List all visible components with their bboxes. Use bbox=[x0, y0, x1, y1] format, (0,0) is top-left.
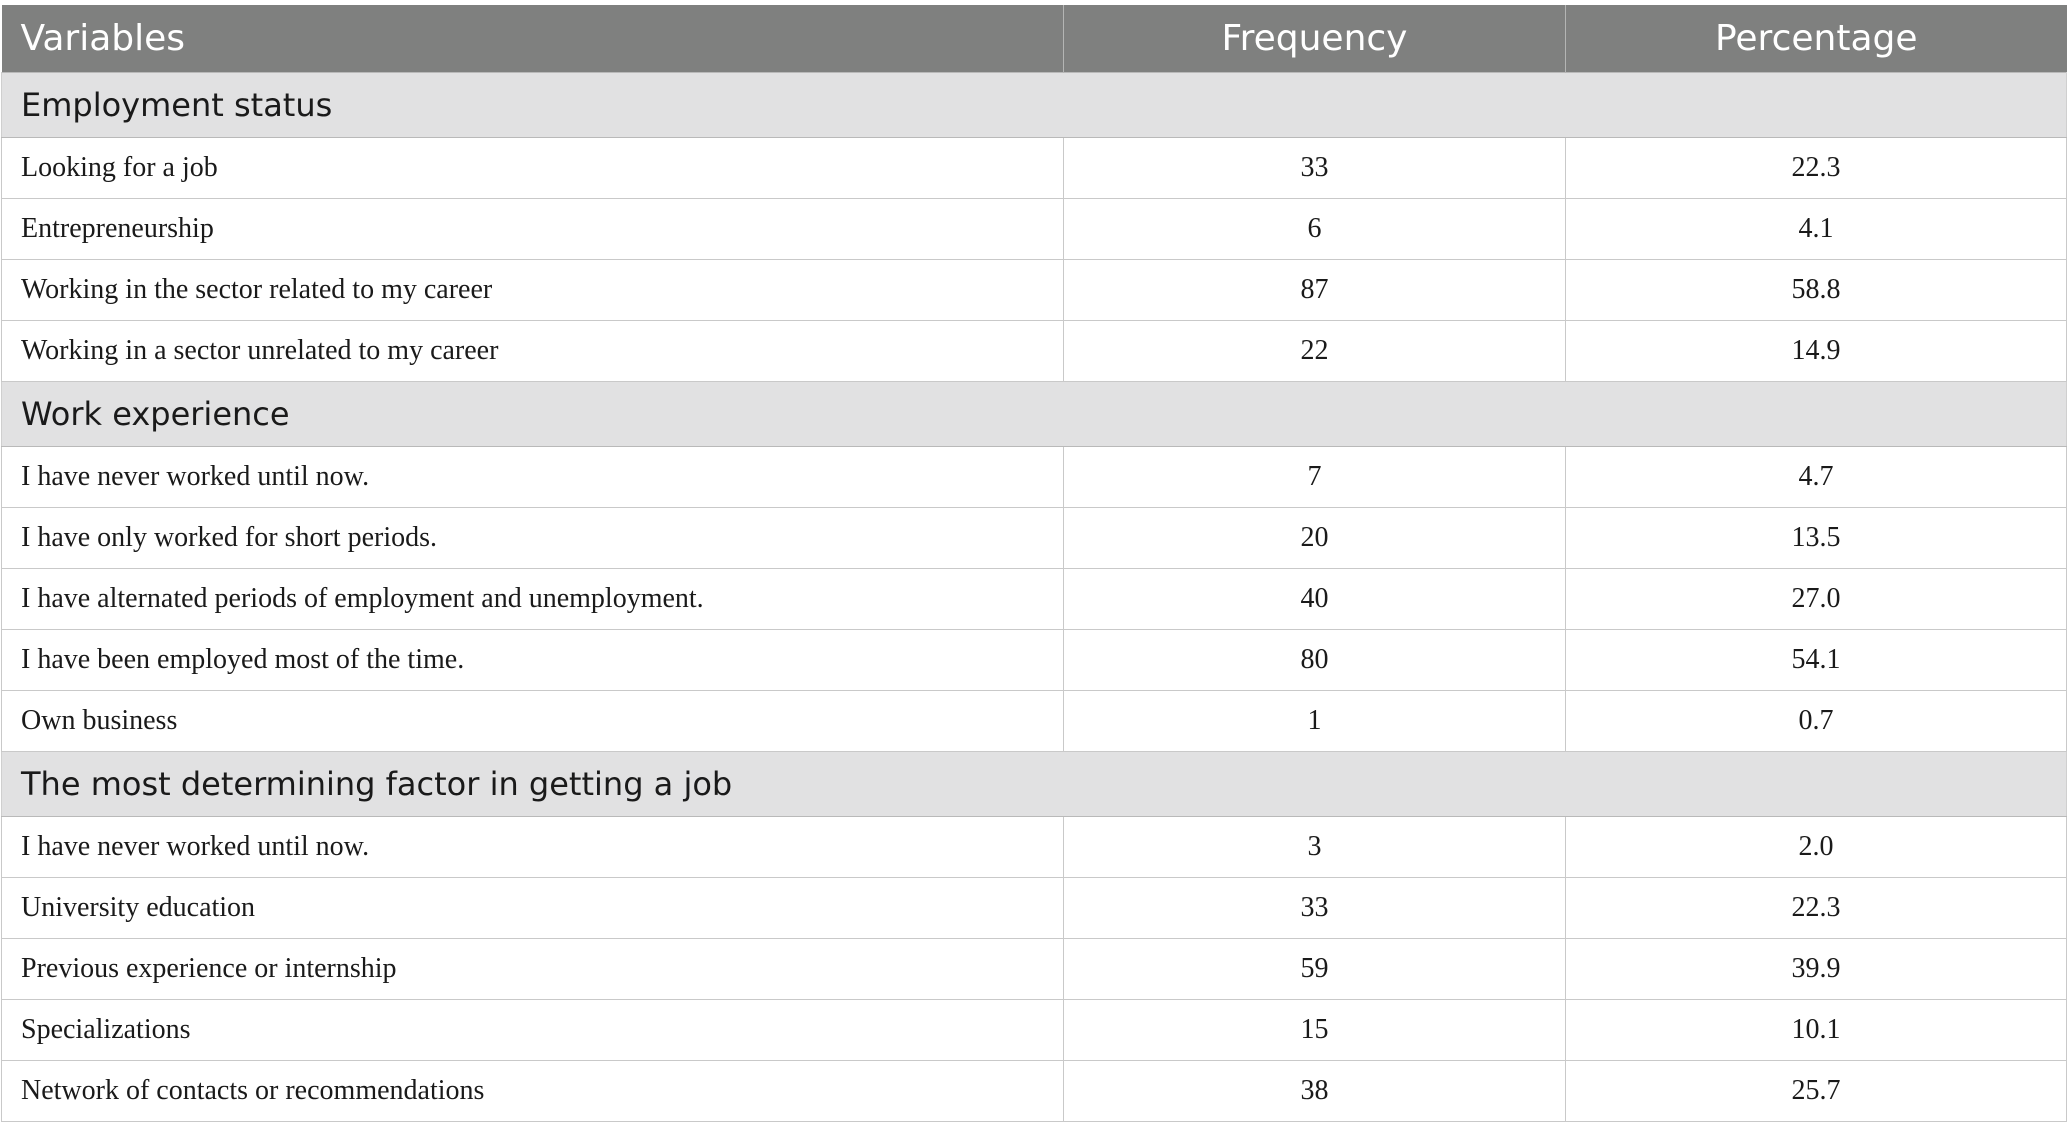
row-frequency: 40 bbox=[1064, 569, 1566, 630]
group-title: Work experience bbox=[2, 382, 2067, 447]
data-table bbox=[1, 5, 2067, 1122]
row-frequency: 38 bbox=[1064, 1061, 1566, 1122]
row-label: Working in a sector unrelated to my career bbox=[2, 321, 1064, 382]
row-frequency: 1 bbox=[1064, 691, 1566, 752]
row-percentage: 22.3 bbox=[1566, 138, 2067, 199]
row-percentage: 58.8 bbox=[1566, 260, 2067, 321]
row-frequency: 87 bbox=[1064, 260, 1566, 321]
row-label: Entrepreneurship bbox=[2, 199, 1064, 260]
table-row bbox=[2, 630, 2067, 691]
table-row bbox=[2, 447, 2067, 508]
group-title: The most determining factor in getting a job bbox=[2, 752, 2067, 817]
row-percentage: 4.7 bbox=[1566, 447, 2067, 508]
table-header bbox=[2, 5, 2067, 73]
header-row bbox=[2, 5, 2067, 73]
row-label: I have only worked for short periods. bbox=[2, 508, 1064, 569]
row-percentage: 13.5 bbox=[1566, 508, 2067, 569]
row-percentage: 27.0 bbox=[1566, 569, 2067, 630]
row-frequency: 6 bbox=[1064, 199, 1566, 260]
row-label: I have alternated periods of employment and unemployment. bbox=[2, 569, 1064, 630]
row-percentage: 22.3 bbox=[1566, 878, 2067, 939]
row-label: Own business bbox=[2, 691, 1064, 752]
table-row bbox=[2, 199, 2067, 260]
group-row-employment-status bbox=[2, 73, 2067, 138]
table-row bbox=[2, 878, 2067, 939]
row-label: I have never worked until now. bbox=[2, 447, 1064, 508]
table-row bbox=[2, 569, 2067, 630]
table-row bbox=[2, 939, 2067, 1000]
group-title: Employment status bbox=[2, 73, 2067, 138]
row-frequency: 22 bbox=[1064, 321, 1566, 382]
table-row bbox=[2, 260, 2067, 321]
group-row-determining-factor bbox=[2, 752, 2067, 817]
row-label: Specializations bbox=[2, 1000, 1064, 1061]
table-row bbox=[2, 138, 2067, 199]
table-row bbox=[2, 321, 2067, 382]
table-body bbox=[2, 73, 2067, 1122]
row-percentage: 25.7 bbox=[1566, 1061, 2067, 1122]
row-label: Looking for a job bbox=[2, 138, 1064, 199]
row-label: I have never worked until now. bbox=[2, 817, 1064, 878]
row-percentage: 4.1 bbox=[1566, 199, 2067, 260]
row-frequency: 33 bbox=[1064, 138, 1566, 199]
table-row bbox=[2, 691, 2067, 752]
row-label: I have been employed most of the time. bbox=[2, 630, 1064, 691]
row-frequency: 33 bbox=[1064, 878, 1566, 939]
row-label: Previous experience or internship bbox=[2, 939, 1064, 1000]
table-row bbox=[2, 1000, 2067, 1061]
header-frequency: Frequency bbox=[1064, 5, 1566, 73]
header-percentage: Percentage bbox=[1566, 5, 2067, 73]
row-frequency: 15 bbox=[1064, 1000, 1566, 1061]
table-row bbox=[2, 1061, 2067, 1122]
row-frequency: 3 bbox=[1064, 817, 1566, 878]
row-percentage: 54.1 bbox=[1566, 630, 2067, 691]
row-percentage: 0.7 bbox=[1566, 691, 2067, 752]
row-percentage: 2.0 bbox=[1566, 817, 2067, 878]
group-row-work-experience bbox=[2, 382, 2067, 447]
row-frequency: 59 bbox=[1064, 939, 1566, 1000]
row-label: Network of contacts or recommendations bbox=[2, 1061, 1064, 1122]
row-label: Working in the sector related to my career bbox=[2, 260, 1064, 321]
row-label: University education bbox=[2, 878, 1064, 939]
row-frequency: 7 bbox=[1064, 447, 1566, 508]
table-row bbox=[2, 817, 2067, 878]
row-percentage: 14.9 bbox=[1566, 321, 2067, 382]
header-variables: Variables bbox=[2, 5, 1064, 73]
row-percentage: 39.9 bbox=[1566, 939, 2067, 1000]
table-row bbox=[2, 508, 2067, 569]
row-percentage: 10.1 bbox=[1566, 1000, 2067, 1061]
row-frequency: 80 bbox=[1064, 630, 1566, 691]
row-frequency: 20 bbox=[1064, 508, 1566, 569]
